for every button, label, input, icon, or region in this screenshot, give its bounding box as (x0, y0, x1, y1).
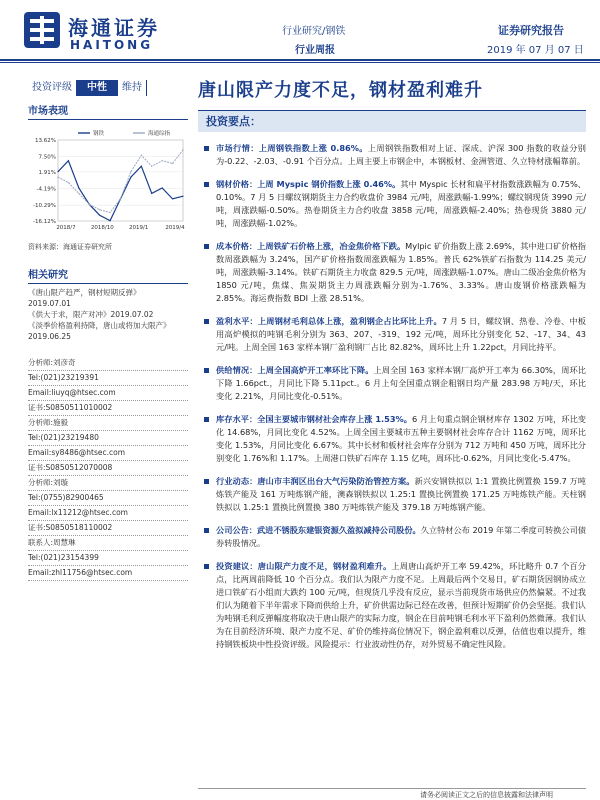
x-tick-label: 2019/1 (128, 225, 149, 231)
related-item[interactable]: 《淡季价格盈利持降，唐山或将加大限产》2019.06.25 (28, 321, 171, 341)
legend-label: 钢铁 (93, 131, 105, 137)
footer-disclaimer: 请务必阅读正文之后的信息披露和法律声明 (420, 791, 553, 799)
y-tick-label: 1.91% (38, 169, 56, 176)
rating-value: 中性 (77, 80, 118, 96)
analyst-line: 分析师:刘璇 (28, 476, 188, 491)
series-point (99, 215, 100, 216)
key-point-lead: 成本价格：上周铁矿石价格上涨，冶金焦价格下跌。 (216, 241, 406, 251)
key-point-lead: 投资建议：唐山限产力度不足，钢材盈利难升。 (216, 561, 392, 571)
series-point (151, 166, 152, 167)
bullet-square-icon (204, 368, 209, 373)
bullet-square-icon (204, 182, 209, 187)
legend-label: 海通综指 (148, 131, 171, 137)
bullet-square-icon (204, 479, 209, 484)
y-tick-label: -16.12% (33, 219, 56, 225)
key-point-lead: 公司公告：武进不锈股东建银资源久盈拟减持公司股份。 (216, 525, 421, 535)
key-points-section (198, 110, 586, 651)
rating-bar (28, 80, 147, 96)
haitong-logo-mark (22, 10, 62, 50)
key-point (198, 240, 586, 305)
series-point (109, 212, 110, 213)
logo-chinese-name: 海通证券 (68, 16, 160, 40)
analyst-line[interactable]: Email:lx11212@htsec.com (28, 506, 188, 521)
bullet-square-icon (204, 244, 209, 249)
x-tick-label: 2019/4 (165, 225, 185, 231)
analyst-line: 分析师:刘彦奇 (28, 356, 188, 371)
bullet-square-icon (204, 564, 209, 569)
key-point-lead: 钢材价格：上周 Myspic 钢价指数上涨 0.46%。 (216, 179, 401, 189)
bullet-square-icon (204, 146, 209, 151)
bullet-square-icon (204, 417, 209, 422)
report-category: 行业研究/钢铁 (282, 26, 346, 37)
key-point (198, 413, 586, 465)
series-point (57, 176, 58, 177)
related-research-heading: 相关研究 (28, 266, 188, 284)
footer-divider (198, 788, 586, 789)
x-tick-label: 2018/10 (90, 225, 114, 231)
series-point (162, 187, 163, 188)
key-points-list (198, 142, 586, 651)
series-point (89, 204, 90, 205)
series-point (99, 209, 100, 210)
key-point-body: Mylpic 矿价指数上涨 2.69%，其中进口矿价格指数周涨跌幅为 3.24%，国产矿价格指数周涨跌幅为 1.85%。普氏 62%铁矿石指数为 114.25 美元/吨，周涨跌幅-3.14%。铁矿石期货主力收盘 829.5 元/吨，周涨跌幅-1.07%。唐山二级冶金焦价格为 1850 元/吨，焦煤、焦炭期货主力周涨跌幅分别为-1.76%、3.33%。唐山废钢价格涨跌幅为 2.85%。海运费指数 BDI 上涨 28.51%。 (216, 241, 586, 303)
key-point-lead: 供给情况：上周全国高炉开工率环比下降。 (216, 365, 374, 375)
series-point (172, 198, 173, 199)
analyst-line: 联系人:周慧琳 (28, 536, 188, 551)
analyst-line: Tel:(021)23219480 (28, 431, 188, 446)
key-point-body: 上周唐山高炉开工率 59.42%，环比略升 0.7 个百分点，比两周前降低 10 个百分点。我们认为限产力度不足。上周最后两个交易日，矿石期货因钢协成立进口铁矿石小组而大跌约 100 元/吨，但现货几乎没有反应，显示当前现货市场供应仍然偏紧。不过我们认为随着下半年需求下降而供给上升，矿价供需边际已经在改善，但预计短期矿价仍会坚挺。我们认为吨钢毛利反弹幅度将取决于唐山限产的实际力度，钢企在目前吨钢毛利水平下盈利仍然微薄。我们认为在目前经济环境、限产力度不足、矿价仍维持高位情况下，钢企盈利难以反弹，估值也难以提升，维持钢铁板块中性投资评级。风险提示：行业波动性仍存，对外贸易不确定性风险。 (216, 561, 586, 649)
key-point-body: 上周钢铁指数相对上证、深成、沪深 300 指数的收益分别为-0.22、-2.03、-0.91 个百分点。上周主要上市钢企中，本钢板材、金洲管道、久立特材涨幅靠前。 (216, 143, 586, 166)
key-point (198, 475, 586, 514)
related-item[interactable]: 2019.07.01 (28, 299, 71, 308)
series-point (130, 176, 131, 177)
bullet-square-icon (204, 319, 209, 324)
key-point-body: 6 月上旬重点钢企钢材库存 1302 万吨，环比变化 14.68%，月同比变化 4.52%。上周全国主要城市五种主要钢材社会库存合计 1162 万吨，周环比变化 1.53%，月同比变化 6.67%。其中长材和板材社会库存分别为 712 万吨和 450 万吨，周环比分别变化 1.76%和 1.17%。上周港口铁矿石库存 1.15 亿吨，周环比-0.62%，月同比变化-5.47%。 (216, 414, 586, 463)
key-points-heading: 投资要点： (198, 110, 586, 132)
key-point-body: 其中 Myspic 长材和扁平材指数涨跌幅为 0.75%、0.10%。7 月 5 日螺纹钢期货主力合约收盘价 3984 元/吨，周涨跌幅-1.99%；螺纹钢现货 3990 元/吨，周涨跌幅-0.50%。热卷期货主力合约收盘 3858 元/吨，周涨跌幅-2.40%；热卷现货 3880 元/吨，周涨跌幅-1.02%。 (216, 179, 586, 228)
y-tick-label: -4.19% (36, 186, 56, 193)
report-type: 证券研究报告 (498, 24, 564, 37)
analyst-line[interactable]: Email:liuyq@htsec.com (28, 386, 188, 401)
report-subtype: 行业周报 (295, 45, 335, 56)
related-item[interactable]: 《唐山限产趋严，钢材短期反弹》 (28, 288, 141, 297)
key-point-body: 新兴安钢铁拟以 1:1 置换比例置换 159.7 万吨炼铁产能及 161 万吨炼钢产能，澳森钢铁拟以 1.25:1 置换比例置换 171.25 万吨炼铁产能。天柱钢铁拟以 1.25:1 置换比例置换 380 万吨炼铁产能及 379.18 万吨炼钢产能。 (216, 476, 586, 512)
key-point-body: 上周全国 163 家样本钢厂高炉开工率为 66.30%，周环比下降 1.66pct.，月同比下降 5.11pct.。6 月上旬全国重点钢企粗钢日均产量 283.98 万吨/天，环比变化 2.21%，月同比变化-0.51%。 (216, 365, 586, 401)
analyst-list (28, 356, 188, 581)
analyst-line: Tel:(021)23219391 (28, 371, 188, 386)
market-chart (28, 126, 188, 236)
analyst-line[interactable]: Email:zhl11756@htsec.com (28, 566, 188, 581)
analyst-line: 证书:S0850518110002 (28, 521, 188, 536)
series-point (182, 196, 183, 197)
analyst-line: 分析师:施毅 (28, 416, 188, 431)
left-sidebar (28, 102, 188, 581)
key-point (198, 142, 586, 168)
analyst-line[interactable]: Email:sy8486@htsec.com (28, 446, 188, 461)
related-list (28, 287, 188, 342)
bullet-square-icon (204, 528, 209, 533)
key-point (198, 560, 586, 651)
key-point-body: 久立特材公布 2019 年第二季度可转换公司债券转股情况。 (216, 525, 586, 548)
series-line-steel (58, 161, 183, 221)
rating-label: 投资评级 (28, 80, 77, 96)
key-point-lead: 行业动态：唐山市丰润区出台大气污染防治管控方案。 (216, 476, 415, 486)
report-title: 唐山限产力度不足，钢材盈利难升 (198, 80, 483, 101)
x-tick-label: 2018/7 (56, 225, 76, 231)
y-tick-label: 7.50% (38, 154, 56, 161)
header-divider (0, 59, 600, 61)
series-point (68, 160, 69, 161)
related-research (28, 266, 188, 342)
series-point (109, 220, 110, 221)
analyst-line: Tel:(0755)82900465 (28, 491, 188, 506)
series-point (162, 160, 163, 161)
key-point (198, 315, 586, 354)
series-point (57, 171, 58, 172)
logo-english-name: HAITONG (70, 38, 154, 52)
y-tick-label: 13.62% (35, 138, 56, 144)
series-point (172, 163, 173, 164)
key-point-lead: 库存水平：全国主要城市钢材社会库存上涨 1.53%。 (216, 414, 413, 424)
rating-status: 维持 (118, 80, 147, 96)
series-point (130, 171, 131, 172)
series-point (78, 193, 79, 194)
series-point (120, 198, 121, 199)
series-point (182, 149, 183, 150)
key-point (198, 524, 586, 550)
series-point (68, 182, 69, 183)
chart-source: 资料来源：海通证券研究所 (28, 243, 112, 251)
plot-frame (58, 140, 183, 221)
header-divider-thin (0, 62, 600, 63)
related-item[interactable]: 《供大于求，限产对冲》2019.07.02 (28, 310, 154, 319)
series-point (141, 166, 142, 167)
market-chart-svg (28, 126, 188, 236)
key-point-lead: 市场行情：上周钢铁指数上涨 0.86%。 (216, 143, 368, 153)
report-date: 2019 年 07 月 07 日 (487, 45, 584, 56)
series-point (78, 187, 79, 188)
analyst-line: 证书:S0850511010002 (28, 401, 188, 416)
analyst-line: 证书:S0850512070008 (28, 461, 188, 476)
series-point (141, 155, 142, 156)
market-performance-heading: 市场表现 (28, 102, 188, 120)
series-point (151, 193, 152, 194)
key-point (198, 178, 586, 230)
key-point (198, 364, 586, 403)
analyst-line: Tel:(021)23154399 (28, 551, 188, 566)
key-point-lead: 盈利水平：上周钢材毛利总体上涨，盈利钢企占比环比上升。 (216, 316, 442, 326)
key-point-body: 7 月 5 日，螺纹钢、热卷、冷卷、中板用高炉模拟的吨钢毛利分别为 363、207、-319、192 元/吨，周环比分别变化 52、-17、34、43 元/吨。上周全国 163 家样本钢厂盈利钢厂占比 82.82%，周环比上升 1.22pct，月同比持平。 (216, 316, 586, 352)
y-tick-label: -10.29% (33, 203, 56, 210)
